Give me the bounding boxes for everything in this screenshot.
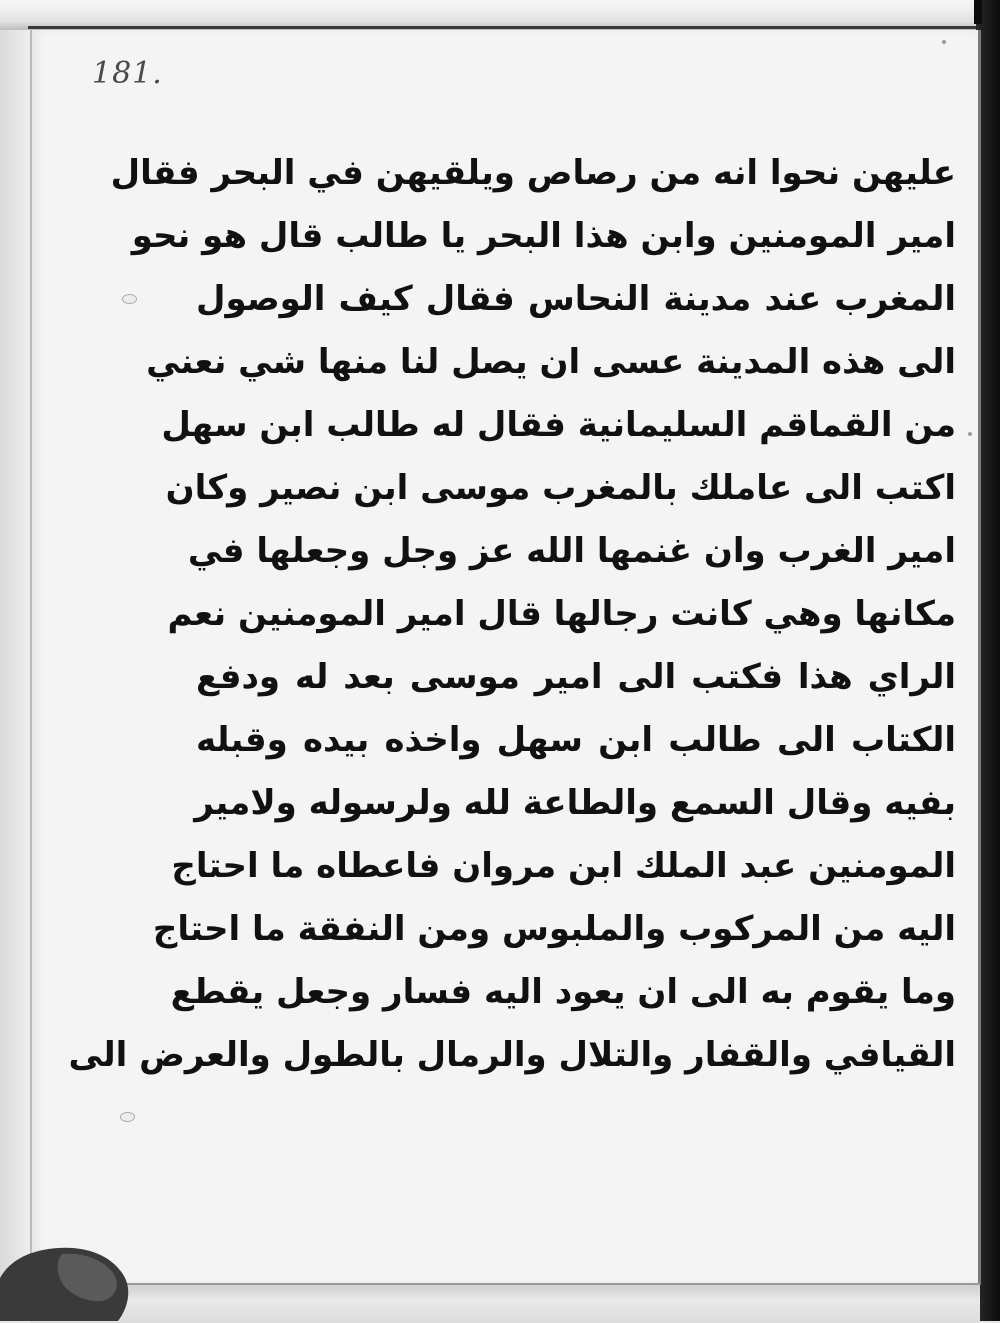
text-line-3: المغرب عند مدينة النحاس فقال كيف الوصول [196,279,956,319]
binding-notch [974,0,982,24]
text-line-13: اليه من المركوب والملبوس ومن النفقة ما احتاج [152,909,956,949]
text-line-4: الى هذه المدينة عسى ان يصل لنا منها شي نعني [146,342,956,382]
text-line-5: من القماقم السليمانية فقال له طالب ابن سهل [161,405,956,445]
text-line-6: اكتب الى عاملك بالمغرب موسى ابن نصير وكان [165,468,956,508]
text-line-14: وما يقوم به الى ان يعود اليه فسار وجعل يقطع [170,972,956,1012]
paper-wormhole [122,294,137,304]
page-top-rule [28,26,978,29]
text-line-15: القيافي والقفار والتلال والرمال بالطول والعرض الى [68,1035,956,1075]
text-line-9: الراي هذا فكتب الى امير موسى بعد له ودفع [196,657,956,697]
text-line-2: امير المومنين وابن هذا البحر يا طالب قال هو نحو [131,216,956,256]
text-line-1: عليهن نحوا انه من رصاص ويلقيهن في البحر فقال [110,153,956,193]
manuscript-text-block [68,142,956,1087]
paper-speck [942,40,946,44]
page-bottom-edge [30,1283,980,1323]
text-line-12: المومنين عبد الملك ابن مروان فاعطاه ما احتاج [171,846,956,886]
folio-number: 181. [92,56,163,91]
holding-thumb [0,1238,135,1321]
text-line-11: بفيه وقال السمع والطاعة لله ولرسوله ولامير [194,783,956,823]
paper-wormhole [120,1112,135,1122]
text-line-7: امير الغرب وان غنمها الله عز وجل وجعلها في [187,531,956,571]
text-line-10: الكتاب الى طالب ابن سهل واخذه بيده وقبله [196,720,956,760]
paper-speck [968,432,972,436]
text-line-8: مكانها وهي كانت رجالها قال امير المومنين نعم [167,594,956,634]
